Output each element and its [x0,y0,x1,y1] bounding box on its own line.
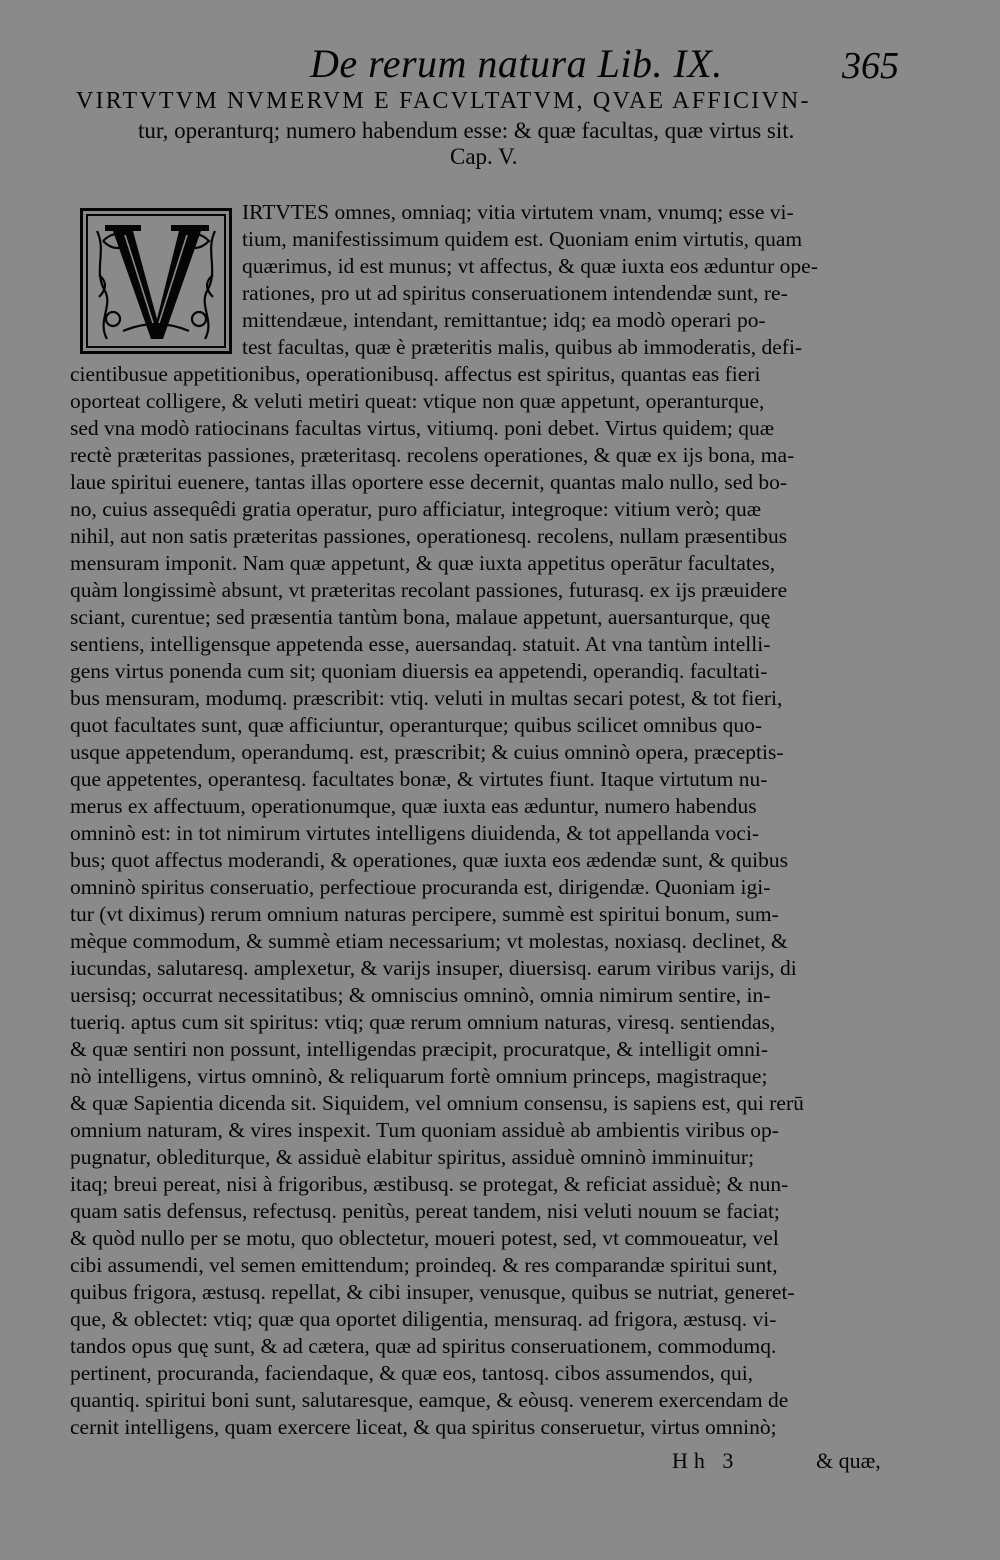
text-line: sciant, curentue; sed præsentia tantùm bona, malaue appetunt, auersanturque, quę [70,605,771,629]
text-line: sentiens, intelligensque appetenda esse, auersandaq. statuit. At vna tantùm intelli- [70,632,771,656]
text-line: que, & oblectet: vtiq; quæ qua oportet diligentia, mensuraq. ad frigora, æstusq. vi- [70,1307,777,1331]
text-line: quot facultates sunt, quæ afficiuntur, operanturque; quibus scilicet omnibus quo- [70,713,762,737]
text-line: omninò est: in tot nimirum virtutes intelligens diuidenda, & tot appellanda voci- [70,821,760,845]
text-line: IRTVTES omnes, omniaq; vitia virtutem vnam, vnumq; esse vi- [242,200,794,224]
signature-mark: Hh 3 [672,1448,740,1473]
text-line: quàm longissimè absunt, vt præteritas recolant passiones, futurasq. ex ijs præuidere [70,578,788,602]
text-line: mittendæue, intendant, remittantue; idq; ea modò operari po- [242,308,766,332]
text-line: iucundas, salutaresq. amplexetur, & varijs insuper, diuersisq. earum viribus varijs, di [70,956,797,980]
text-line: usque appetendum, operandumq. est, præscribit; & cuius omninò opera, præceptis- [70,740,784,764]
text-line: bus; quot affectus moderandi, & operationes, quæ iuxta eos ædendæ sunt, & quibus [70,848,788,872]
text-line: pertinent, procuranda, faciendaque, & quæ eos, tantosq. cibos assumendos, qui, [70,1361,754,1385]
running-title: De rerum natura Lib. IX. [310,41,723,86]
text-line: quærimus, id est munus; vt affectus, & quæ iuxta eos æduntur ope- [242,254,818,278]
text-line: merus ex affectuum, operationumque, quæ iuxta eas æduntur, numero habendus [70,794,757,818]
text-line: nò intelligens, virtus omninò, & reliquarum fortè omnium princeps, magistraque; [70,1064,768,1088]
chapter-title-line-2: tur, operanturq; numero habendum esse: & quæ facultas, quæ virtus sit. [138,118,795,143]
catchword: & quæ, [816,1448,881,1473]
text-line: gens virtus ponenda cum sit; quoniam diuersis ea appetendi, operandiq. facultati- [70,659,768,683]
text-line: cibi assumendi, vel semen emittendum; proindeq. & res comparandæ spiritui sunt, [70,1253,778,1277]
text-line: laue spiritui euenere, tantas illas oportere esse decernit, quantas malo nullo, sed bo- [70,470,788,494]
page-number: 365 [842,45,899,87]
text-line: quam satis defensus, refectusq. penitùs, pereat tandem, nisi veluti nouum se faciat; [70,1199,780,1223]
chapter-title-line-1: VIRTVTVM NVMERVM E FACVLTATVM, QVAE AFFICIVN- [76,88,811,114]
text-line: tueriq. aptus cum sit spiritus: vtiq; quæ rerum omnium naturas, viresq. sentiendas, [70,1010,776,1034]
text-line: no, cuius assequêdi gratia operatur, puro afficiatur, integroque: vitium verò; quæ [70,497,762,521]
text-line: sed vna modò ratiocinans facultas virtus, vitiumq. poni debet. Virtus quidem; quæ [70,416,775,440]
text-line: cientibusue appetitionibus, operationibusq. affectus est spiritus, quantas eas fieri [70,362,761,386]
text-line: tur (vt diximus) rerum omnium naturas percipere, summè est spiritui bonum, sum- [70,902,779,926]
text-line: oporteat colligere, & veluti metiri queat: vtique non quæ appetunt, operanturque, [70,389,765,413]
chapter-number: Cap. V. [450,144,518,169]
text-line: tandos opus quę sunt, & ad cætera, quæ ad spiritus conseruationem, commodumq. [70,1334,777,1358]
text-line: & quæ sentiri non possunt, intelligendas præcipit, procuratque, & intelligit omni- [70,1037,769,1061]
text-line: quantiq. spiritui boni sunt, salutaresque, eamque, & eòusq. venerem exercendam de [70,1388,789,1412]
text-line: que appetentes, operantesq. facultates bonæ, & virtutes fiunt. Itaque virtutum nu- [70,767,768,791]
text-line: tium, manifestissimum quidem est. Quoniam enim virtutis, quam [242,227,803,251]
text-line: & quòd nullo per se motu, quo oblectetur, moueri potest, sed, vt commoueatur, vel [70,1226,779,1250]
text-line: omninò spiritus conseruatio, perfectioue procuranda est, dirigendæ. Quoniam igi- [70,875,771,899]
text-line: & quæ Sapientia dicenda sit. Siquidem, vel omnium consensu, is sapiens est, qui rerū [70,1091,804,1115]
text-line: mèque commodum, & summè etiam necessarium; vt molestas, noxiasq. declinet, & [70,929,788,953]
text-line: cernit intelligens, quam exercere liceat, & qua spiritus conseruetur, virtus omninò; [70,1415,777,1439]
text-line: itaq; breui pereat, nisi à frigoribus, æstibusq. se protegat, & reficiat assiduè; & nun- [70,1172,789,1196]
text-line: omnium naturam, & vires inspexit. Tum quoniam assiduè ab ambientis viribus op- [70,1118,779,1142]
text-line: bus mensuram, modumq. præscribit: vtiq. veluti in multas secari potest, & tot fieri, [70,686,783,710]
text-line: pugnatur, oblediturque, & assiduè elabitur spiritus, assiduè omninò imminuitur; [70,1145,755,1169]
text-line: quibus frigora, æstusq. repellat, & cibi insuper, venusque, quibus se nutriat, generet- [70,1280,795,1304]
text-line: nihil, aut non satis præteritas passiones, operationesq. recolens, nullam præsentibus [70,524,788,548]
text-line: test facultas, quæ è præteritis malis, quibus ab immoderatis, defi- [242,335,803,359]
text-line: uersisq; occurrat necessitatibus; & omniscius omninò, omnia nimirum sentire, in- [70,983,771,1007]
text-line: rectè præteritas passiones, præteritasq. recolens operationes, & quæ ex ijs bona, ma- [70,443,795,467]
page-footer [0,1448,1000,1478]
text-line: mensuram imponit. Nam quæ appetunt, & quæ iuxta appetitus operātur facultates, [70,551,776,575]
text-line: rationes, pro ut ad spiritus conseruationem intendendæ sunt, re- [242,281,788,305]
